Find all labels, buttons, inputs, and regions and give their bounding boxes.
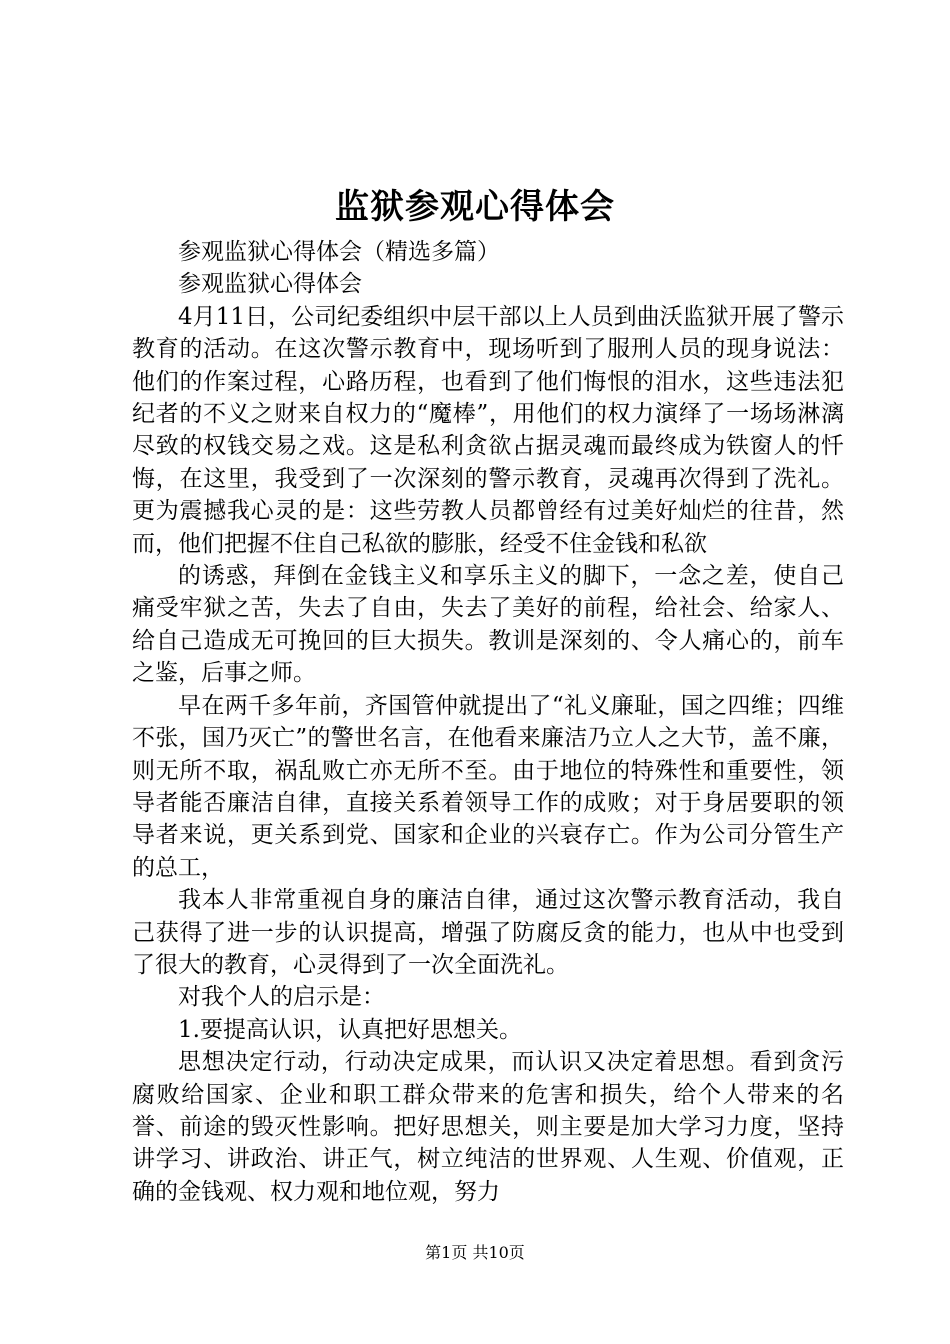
document-title: 监狱参观心得体会 [335, 187, 615, 227]
list-item-paragraph: 1.要提高认识，认真把好思想关。 [178, 1016, 522, 1043]
body-paragraph: 对我个人的启示是： [178, 984, 385, 1011]
page-number-footer: 第1页 共10页 [425, 1243, 525, 1262]
subtitle-paragraph: 参观监狱心得体会（精选多篇） [178, 239, 500, 265]
body-paragraph: 早在两千多年前，齐国管仲就提出了“礼义廉耻，国之四维；四维不张，国乃灭亡”的警世名言，在他看来廉洁乃立人之大节，盖不廉，则无所不取，祸乱败亡亦无所不至。由于地位的特殊性和重要性，领导者能否廉洁自律，直接关系着领导工作的成败；对于身居要职的领导者来说，更关系到党、国家和企业的兴衰存亡。作为公司分管生产的总工， [132, 692, 844, 881]
body-paragraph: 的诱惑，拜倒在金钱主义和享乐主义的脚下，一念之差，使自己痛受牢狱之苦，失去了自由，失去了美好的前程，给社会、给家人、给自己造成无可挽回的巨大损失。教训是深刻的、令人痛心的，前车之鉴，后事之师。 [132, 563, 844, 687]
section-heading-paragraph: 参观监狱心得体会 [178, 271, 362, 298]
body-paragraph: 4月11日，公司纪委组织中层干部以上人员到曲沃监狱开展了警示教育的活动。在这次警示教育中，现场听到了服刑人员的现身说法：他们的作案过程，心路历程，也看到了他们悔恨的泪水，这些违法犯纪者的不义之财来自权力的“魔棒”，用他们的权力演绎了一场场淋漓尽致的权钱交易之戏。这是私利贪欲占据灵魂而最终成为铁窗人的忏悔，在这里，我受到了一次深刻的警示教育，灵魂再次得到了洗礼。更为震撼我心灵的是：这些劳教人员都曾经有过美好灿烂的往昔，然而，他们把握不住自己私欲的膨胀，经受不住金钱和私欲 [132, 303, 844, 557]
body-paragraph: 我本人非常重视自身的廉洁自律，通过这次警示教育活动，我自己获得了进一步的认识提高，增强了防腐反贪的能力，也从中也受到了很大的教育，心灵得到了一次全面洗礼。 [132, 887, 844, 978]
body-paragraph: 思想决定行动，行动决定成果，而认识又决定着思想。看到贪污腐败给国家、企业和职工群众带来的危害和损失，给个人带来的名誉、前途的毁灭性影响。把好思想关，则主要是加大学习力度，坚持讲学习、讲政治、讲正气，树立纯洁的世界观、人生观、价值观，正确的金钱观、权力观和地位观，努力 [132, 1049, 844, 1205]
document-body [132, 236, 844, 1208]
